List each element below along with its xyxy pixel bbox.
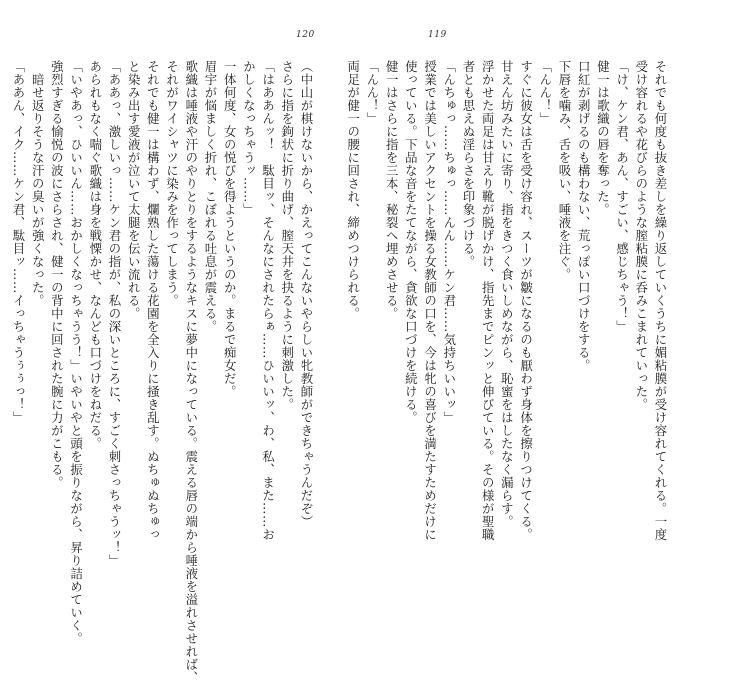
left-page-number: 120 xyxy=(296,30,315,40)
text-line: 「ああん、イク……ケン君、駄目ッ……イっちゃうぅぅっ！」 xyxy=(10,60,26,424)
text-line: それがワイシャツに染みを作ってしまう。 xyxy=(164,60,180,307)
text-line: 「んん！」 xyxy=(537,60,553,125)
text-line: 受け容れるや花びらのような膣粘膜に呑みこまれていった。 xyxy=(633,60,649,411)
text-line: 使っている。下品な音をたてながら、貪欲な口づけを続ける。 xyxy=(403,60,419,424)
text-line: （中山が棋けないから、かえってこんないやらしい牝教師ができちゃうんだぞ） xyxy=(299,60,314,528)
text-line: 浮かせた両足は甘えり靴が脱げかけ、指先までピンッと伸びている。その様が聖職 xyxy=(480,60,496,541)
text-line: 両足が健一の腰に回され、締めつけられる。 xyxy=(345,60,361,320)
text-line: 「け、ケン君、あん、すごい、感じちゃう！」 xyxy=(614,60,630,333)
text-line: 健一はさらに指を三本、秘裂へ埋めさせる。 xyxy=(384,60,400,320)
text-line: 授業では美しいアクセントを操る女教師の口を、今は牝の喜びを満たすためだけに xyxy=(422,60,438,541)
text-line: 「んん！」 xyxy=(364,60,380,125)
text-line: さらに指を鉤状に折り曲げ、膣天井を抉るように刺激した。 xyxy=(279,60,295,411)
text-line: それでも健一は構わず、爛熟した蕩ける花園を全入りに掻き乱す。ぬちゅぬちゅっ xyxy=(145,60,161,541)
text-line: 強烈すぎる愉悦の波にさらされ、健一の背中に回された腕に力がこもる。 xyxy=(49,60,65,489)
text-line: すぐに彼女は舌を受け容れ、スーツが皺になるのも厭わず身体を擦りつけてくる。 xyxy=(518,60,534,541)
right-page-number: 119 xyxy=(428,30,447,40)
text-line: 一体何度、女の悦びを得ようというのか。まるで痴女だ。 xyxy=(222,60,238,398)
text-line: 者とも思えぬ淫らさを印象づける。 xyxy=(460,60,476,268)
right-page-text xyxy=(345,60,670,541)
text-line: 眉宇が悩ましく折れ、こぼれる吐息が震える。 xyxy=(202,60,218,333)
text-line: 「ああっ、激しいっ……ケン君の指が、私の深いところに、すごく刺さっちゃうッ！」 xyxy=(106,60,122,567)
text-line: と染み出す愛液が泣いて太腿を伝い流れる。 xyxy=(126,60,142,320)
text-line: 「はああんッ！ 駄目ッ、そんなにされたらぁ……ひいいッ、わ、私、また……お xyxy=(260,60,276,541)
text-line: 下唇を噛み、舌を吸い、唾液を注ぐ。 xyxy=(556,60,572,281)
text-line: あられもなく喘ぐ歌織は身を戦慄かせ、なんども口づけをねだる。 xyxy=(87,60,103,450)
text-line: 歌織は唾液や汗のやりとりをするようなキスに夢中になっている。震える唇の端から唾液を溢れさせれば、 xyxy=(183,60,199,684)
text-line: かしくなっちゃうッ……」 xyxy=(241,60,257,216)
text-line: 口紅が剥げるのも構わない、荒っぽい口づけをする。 xyxy=(576,60,592,372)
text-line: 甘えん坊みたいに寄り、指をきつく食いしめながら、恥蜜をはしたなく漏らす。 xyxy=(499,60,515,528)
left-page-text xyxy=(6,60,316,684)
text-line: それでも何度も抜き差しを繰り返していくうちに媚粘膜が受け容れてくれる。一度 xyxy=(653,60,668,541)
text-line: 健一は歌織の唇を奪った。 xyxy=(595,60,611,216)
text-line: 「んちゅっ……ちゅっ……んん……ケン君……気持ちいいッ」 xyxy=(441,60,457,424)
text-line: 暗せ返りそうな汗の臭いが強くなった。 xyxy=(30,60,46,307)
text-line: 「いやあっ、ひいいん……おかしくなっちゃうう！」いやいやと頭を振りながら、昇り詰めていく。 xyxy=(68,60,84,645)
